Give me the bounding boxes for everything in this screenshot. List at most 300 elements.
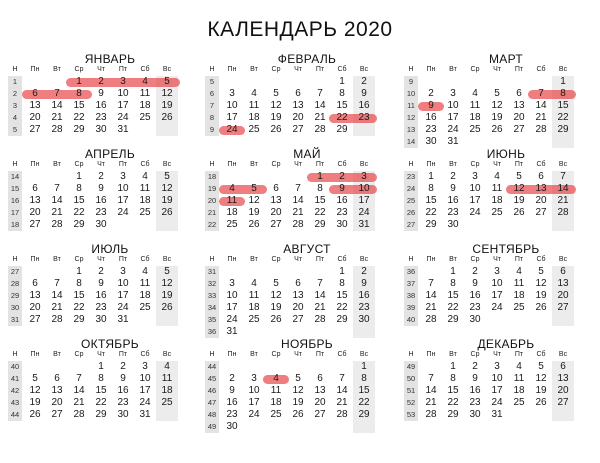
day-cell: 20 bbox=[314, 397, 326, 408]
week-number: 5 bbox=[12, 125, 18, 134]
day-cell: 19 bbox=[513, 195, 525, 206]
day-cell: 21 bbox=[314, 302, 326, 313]
day-cell: 7 bbox=[339, 373, 345, 384]
day-cell: 3 bbox=[251, 373, 257, 384]
day-cell: 1 bbox=[317, 171, 323, 182]
day-cell: 19 bbox=[535, 290, 547, 301]
day-cell: 26 bbox=[513, 207, 525, 218]
week-number: 33 bbox=[207, 291, 217, 300]
day-cell: 18 bbox=[248, 302, 260, 313]
day-cell: 28 bbox=[73, 409, 85, 420]
day-cell: 11 bbox=[248, 290, 260, 301]
day-cell: 1 bbox=[339, 266, 345, 277]
day-cell: 3 bbox=[494, 361, 500, 372]
weekday-header: Вт bbox=[250, 256, 258, 263]
day-cell: 29 bbox=[557, 124, 569, 135]
day-cell: 8 bbox=[76, 88, 82, 99]
day-cell: 16 bbox=[358, 290, 370, 301]
day-cell: 20 bbox=[29, 207, 41, 218]
week-number: 36 bbox=[207, 327, 217, 336]
weekday-header: Н bbox=[209, 66, 215, 73]
day-cell: 2 bbox=[361, 76, 367, 87]
day-cell: 24 bbox=[491, 397, 503, 408]
day-cell: 24 bbox=[447, 124, 459, 135]
day-cell: 16 bbox=[95, 290, 107, 301]
day-cell: 3 bbox=[120, 171, 126, 182]
day-cell: 28 bbox=[425, 409, 437, 420]
day-cell: 1 bbox=[450, 361, 456, 372]
day-cell: 18 bbox=[248, 112, 260, 123]
weekday-header: Пт bbox=[118, 256, 128, 263]
day-cell: 12 bbox=[161, 278, 173, 289]
day-cell: 17 bbox=[226, 112, 238, 123]
day-cell: 16 bbox=[336, 195, 348, 206]
week-number: 21 bbox=[207, 208, 217, 217]
day-cell: 27 bbox=[513, 124, 525, 135]
weekday-header: Ср bbox=[271, 256, 281, 263]
day-cell: 8 bbox=[361, 373, 367, 384]
week-number: 2 bbox=[12, 89, 18, 98]
day-cell: 2 bbox=[450, 171, 456, 182]
day-cell: 13 bbox=[51, 385, 63, 396]
day-cell: 31 bbox=[358, 219, 370, 230]
day-cell: 28 bbox=[51, 219, 63, 230]
day-cell: 28 bbox=[314, 124, 326, 135]
day-cell: 4 bbox=[229, 183, 235, 194]
week-number: 29 bbox=[10, 291, 20, 300]
day-cell: 11 bbox=[161, 373, 173, 384]
week-number: 24 bbox=[406, 184, 416, 193]
day-cell: 27 bbox=[557, 397, 569, 408]
day-cell: 14 bbox=[314, 290, 326, 301]
week-number: 23 bbox=[406, 172, 416, 181]
weekday-header: Вт bbox=[449, 351, 457, 358]
day-cell: 29 bbox=[336, 314, 348, 325]
day-cell: 4 bbox=[164, 361, 170, 372]
day-cell: 26 bbox=[248, 219, 260, 230]
day-cell: 28 bbox=[292, 219, 304, 230]
day-cell: 4 bbox=[251, 88, 257, 99]
month-name: ФЕВРАЛЬ bbox=[277, 52, 337, 66]
day-cell: 8 bbox=[317, 183, 323, 194]
day-cell: 9 bbox=[98, 88, 104, 99]
weekday-header: Вт bbox=[449, 161, 457, 168]
week-number: 7 bbox=[209, 101, 215, 110]
day-cell: 15 bbox=[447, 385, 459, 396]
month-name: НОЯБРЬ bbox=[281, 337, 333, 351]
day-cell: 29 bbox=[95, 409, 107, 420]
weekday-header: Вс bbox=[359, 66, 369, 73]
weekday-header: Сб bbox=[536, 66, 546, 73]
day-cell: 19 bbox=[292, 397, 304, 408]
day-cell: 18 bbox=[469, 112, 481, 123]
day-cell: 23 bbox=[226, 409, 238, 420]
day-cell: 29 bbox=[314, 219, 326, 230]
day-cell: 26 bbox=[270, 314, 282, 325]
day-cell: 5 bbox=[164, 266, 170, 277]
weekday-header: Вс bbox=[558, 256, 568, 263]
day-cell: 5 bbox=[494, 88, 500, 99]
day-cell: 6 bbox=[54, 373, 60, 384]
day-cell: 5 bbox=[538, 266, 544, 277]
day-cell: 8 bbox=[450, 278, 456, 289]
month-name: ИЮЛЬ bbox=[91, 242, 129, 256]
day-cell: 23 bbox=[95, 207, 107, 218]
day-cell: 22 bbox=[447, 302, 459, 313]
day-cell: 30 bbox=[117, 409, 129, 420]
day-cell: 3 bbox=[120, 266, 126, 277]
day-cell: 2 bbox=[472, 361, 478, 372]
day-cell: 6 bbox=[32, 278, 38, 289]
day-cell: 7 bbox=[428, 373, 434, 384]
day-cell: 2 bbox=[98, 171, 104, 182]
day-cell: 10 bbox=[491, 373, 503, 384]
week-number: 14 bbox=[10, 172, 20, 181]
day-cell: 6 bbox=[32, 183, 38, 194]
day-cell: 30 bbox=[336, 219, 348, 230]
weekday-header: Чт bbox=[294, 351, 302, 358]
week-number: 49 bbox=[406, 362, 416, 371]
day-cell: 15 bbox=[557, 100, 569, 111]
day-cell: 1 bbox=[560, 76, 566, 87]
day-cell: 5 bbox=[251, 183, 257, 194]
week-number: 31 bbox=[207, 267, 217, 276]
day-cell: 28 bbox=[425, 314, 437, 325]
weekday-header: Чт bbox=[493, 66, 501, 73]
weekday-header: Вт bbox=[53, 66, 61, 73]
week-number: 14 bbox=[406, 137, 416, 146]
day-cell: 28 bbox=[314, 314, 326, 325]
weekday-header: Вт bbox=[53, 256, 61, 263]
weekday-header: Пн bbox=[30, 161, 40, 168]
day-cell: 31 bbox=[491, 409, 503, 420]
day-cell: 21 bbox=[51, 112, 63, 123]
weekday-header: Вт bbox=[449, 256, 457, 263]
weekday-header: Н bbox=[408, 66, 414, 73]
day-cell: 24 bbox=[117, 207, 129, 218]
day-cell: 26 bbox=[29, 409, 41, 420]
month-name: АВГУСТ bbox=[283, 242, 331, 256]
day-cell: 13 bbox=[513, 100, 525, 111]
day-cell: 26 bbox=[161, 112, 173, 123]
weekday-header: Пт bbox=[514, 66, 524, 73]
day-cell: 4 bbox=[516, 361, 522, 372]
day-cell: 23 bbox=[95, 302, 107, 313]
week-number: 40 bbox=[406, 315, 416, 324]
day-cell: 11 bbox=[139, 88, 151, 99]
day-cell: 12 bbox=[270, 100, 282, 111]
week-number: 40 bbox=[10, 362, 20, 371]
weekday-header: Вс bbox=[162, 256, 172, 263]
day-cell: 19 bbox=[161, 100, 173, 111]
day-cell: 26 bbox=[292, 409, 304, 420]
day-cell: 11 bbox=[226, 195, 238, 206]
week-number: 16 bbox=[10, 196, 20, 205]
weekday-header: Сб bbox=[140, 66, 150, 73]
day-cell: 27 bbox=[292, 124, 304, 135]
week-number: 26 bbox=[406, 208, 416, 217]
day-cell: 8 bbox=[428, 183, 434, 194]
day-cell: 17 bbox=[139, 385, 151, 396]
weekday-header: Сб bbox=[337, 161, 347, 168]
week-number: 18 bbox=[207, 172, 217, 181]
day-cell: 23 bbox=[469, 302, 481, 313]
weekday-header: Пн bbox=[30, 66, 40, 73]
weekday-header: Пт bbox=[315, 256, 325, 263]
day-cell: 15 bbox=[95, 385, 107, 396]
weekday-header: Вс bbox=[162, 66, 172, 73]
weekday-header: Ср bbox=[74, 161, 84, 168]
week-number: 10 bbox=[406, 89, 416, 98]
day-cell: 13 bbox=[535, 183, 547, 194]
day-cell: 7 bbox=[538, 88, 544, 99]
day-cell: 11 bbox=[513, 373, 525, 384]
week-number: 13 bbox=[406, 125, 416, 134]
weekday-header: Чт bbox=[294, 66, 302, 73]
day-cell: 15 bbox=[336, 100, 348, 111]
day-cell: 22 bbox=[95, 397, 107, 408]
weekday-header: Пн bbox=[30, 351, 40, 358]
day-cell: 29 bbox=[358, 409, 370, 420]
day-cell: 8 bbox=[98, 373, 104, 384]
weekday-header: Ср bbox=[271, 161, 281, 168]
day-cell: 30 bbox=[425, 136, 437, 147]
day-cell: 1 bbox=[450, 266, 456, 277]
day-cell: 14 bbox=[425, 290, 437, 301]
day-cell: 25 bbox=[161, 397, 173, 408]
weekday-header: Ср bbox=[470, 161, 480, 168]
day-cell: 6 bbox=[516, 88, 522, 99]
day-cell: 21 bbox=[51, 302, 63, 313]
day-cell: 19 bbox=[29, 397, 41, 408]
week-number: 42 bbox=[10, 386, 20, 395]
day-cell: 28 bbox=[557, 207, 569, 218]
weekday-header: Пн bbox=[227, 351, 237, 358]
week-number: 3 bbox=[12, 101, 18, 110]
day-cell: 29 bbox=[73, 219, 85, 230]
day-cell: 11 bbox=[270, 385, 282, 396]
day-cell: 24 bbox=[226, 124, 238, 135]
weekday-header: Чт bbox=[97, 256, 105, 263]
day-cell: 3 bbox=[494, 266, 500, 277]
week-number: 4 bbox=[12, 113, 18, 122]
weekday-header: Вс bbox=[359, 161, 369, 168]
day-cell: 25 bbox=[226, 219, 238, 230]
day-cell: 10 bbox=[248, 385, 260, 396]
day-cell: 8 bbox=[76, 183, 82, 194]
day-cell: 7 bbox=[317, 88, 323, 99]
day-cell: 11 bbox=[139, 183, 151, 194]
day-cell: 31 bbox=[226, 326, 238, 337]
weekday-header: Ср bbox=[470, 256, 480, 263]
day-cell: 13 bbox=[557, 373, 569, 384]
day-cell: 27 bbox=[51, 409, 63, 420]
week-number: 41 bbox=[10, 374, 20, 383]
day-cell: 24 bbox=[117, 112, 129, 123]
day-cell: 11 bbox=[469, 100, 481, 111]
day-cell: 8 bbox=[339, 88, 345, 99]
week-number: 51 bbox=[406, 386, 416, 395]
weekday-header: Н bbox=[209, 256, 215, 263]
day-cell: 23 bbox=[117, 397, 129, 408]
week-number: 18 bbox=[10, 220, 20, 229]
day-cell: 20 bbox=[51, 397, 63, 408]
day-cell: 30 bbox=[95, 219, 107, 230]
day-cell: 21 bbox=[73, 397, 85, 408]
day-cell: 10 bbox=[117, 183, 129, 194]
weekday-header: Пн bbox=[30, 256, 40, 263]
day-cell: 10 bbox=[358, 183, 370, 194]
day-cell: 7 bbox=[295, 183, 301, 194]
day-cell: 22 bbox=[314, 207, 326, 218]
day-cell: 28 bbox=[51, 314, 63, 325]
day-cell: 18 bbox=[139, 290, 151, 301]
day-cell: 19 bbox=[161, 195, 173, 206]
day-cell: 6 bbox=[32, 88, 38, 99]
day-cell: 17 bbox=[117, 100, 129, 111]
day-cell: 17 bbox=[226, 302, 238, 313]
day-cell: 26 bbox=[161, 302, 173, 313]
day-cell: 14 bbox=[535, 100, 547, 111]
week-number: 9 bbox=[408, 77, 414, 86]
day-cell: 26 bbox=[161, 207, 173, 218]
day-cell: 12 bbox=[513, 183, 525, 194]
day-cell: 18 bbox=[226, 207, 238, 218]
day-cell: 3 bbox=[142, 361, 148, 372]
weekday-header: Сб bbox=[536, 161, 546, 168]
day-cell: 16 bbox=[425, 112, 437, 123]
day-cell: 26 bbox=[535, 397, 547, 408]
week-number: 5 bbox=[209, 77, 215, 86]
day-cell: 17 bbox=[447, 112, 459, 123]
day-cell: 9 bbox=[428, 100, 434, 111]
month-name: АПРЕЛЬ bbox=[84, 147, 136, 161]
weekday-header: Ср bbox=[271, 351, 281, 358]
day-cell: 13 bbox=[29, 290, 41, 301]
day-cell: 29 bbox=[73, 124, 85, 135]
day-cell: 22 bbox=[557, 112, 569, 123]
weekday-header: Чт bbox=[97, 66, 105, 73]
week-number: 27 bbox=[406, 220, 416, 229]
week-number: 17 bbox=[10, 208, 20, 217]
week-number: 27 bbox=[10, 267, 20, 276]
weekday-header: Пт bbox=[315, 66, 325, 73]
day-cell: 10 bbox=[447, 100, 459, 111]
day-cell: 27 bbox=[292, 314, 304, 325]
week-number: 20 bbox=[207, 196, 217, 205]
weekday-header: Вт bbox=[250, 66, 258, 73]
weekday-header: Пн bbox=[426, 351, 436, 358]
weekday-header: Н bbox=[408, 161, 414, 168]
day-cell: 14 bbox=[51, 195, 63, 206]
day-cell: 12 bbox=[29, 385, 41, 396]
month-name: ИЮНЬ bbox=[486, 147, 526, 161]
month-name: ОКТЯБРЬ bbox=[81, 337, 139, 351]
day-cell: 15 bbox=[314, 195, 326, 206]
weekday-header: Ср bbox=[74, 256, 84, 263]
week-number: 25 bbox=[406, 196, 416, 205]
day-cell: 9 bbox=[472, 278, 478, 289]
day-cell: 17 bbox=[117, 290, 129, 301]
day-cell: 22 bbox=[73, 302, 85, 313]
day-cell: 21 bbox=[425, 302, 437, 313]
day-cell: 17 bbox=[358, 195, 370, 206]
day-cell: 30 bbox=[469, 409, 481, 420]
day-cell: 25 bbox=[248, 314, 260, 325]
day-cell: 14 bbox=[425, 385, 437, 396]
day-cell: 2 bbox=[120, 361, 126, 372]
day-cell: 25 bbox=[248, 124, 260, 135]
day-cell: 5 bbox=[273, 88, 279, 99]
day-cell: 15 bbox=[336, 290, 348, 301]
day-cell: 21 bbox=[336, 397, 348, 408]
weekday-header: Н bbox=[12, 256, 18, 263]
day-cell: 25 bbox=[513, 397, 525, 408]
weekday-header: Чт bbox=[97, 351, 105, 358]
day-cell: 5 bbox=[538, 361, 544, 372]
day-cell: 1 bbox=[339, 76, 345, 87]
day-cell: 29 bbox=[447, 409, 459, 420]
weekday-header: Н bbox=[408, 351, 414, 358]
weekday-header: Сб bbox=[337, 351, 347, 358]
weekday-header: Вс bbox=[162, 351, 172, 358]
day-cell: 9 bbox=[472, 373, 478, 384]
week-number: 9 bbox=[209, 125, 215, 134]
day-cell: 5 bbox=[32, 373, 38, 384]
day-cell: 12 bbox=[161, 183, 173, 194]
weekday-header: Пн bbox=[426, 66, 436, 73]
weekday-header: Н bbox=[209, 161, 215, 168]
week-number: 8 bbox=[209, 113, 215, 122]
day-cell: 12 bbox=[491, 100, 503, 111]
day-cell: 27 bbox=[29, 219, 41, 230]
day-cell: 4 bbox=[251, 278, 257, 289]
weekday-header: Пт bbox=[514, 161, 524, 168]
week-number: 37 bbox=[406, 279, 416, 288]
day-cell: 6 bbox=[538, 171, 544, 182]
weekday-header: Ср bbox=[74, 351, 84, 358]
day-cell: 9 bbox=[98, 278, 104, 289]
day-cell: 27 bbox=[29, 314, 41, 325]
weekday-header: Сб bbox=[140, 256, 150, 263]
week-number: 52 bbox=[406, 398, 416, 407]
weekday-header: Н bbox=[209, 351, 215, 358]
day-cell: 13 bbox=[314, 385, 326, 396]
day-cell: 21 bbox=[51, 207, 63, 218]
day-cell: 20 bbox=[557, 290, 569, 301]
week-number: 1 bbox=[12, 77, 18, 86]
day-cell: 14 bbox=[73, 385, 85, 396]
day-cell: 20 bbox=[535, 195, 547, 206]
weekday-header: Пт bbox=[118, 66, 128, 73]
day-cell: 1 bbox=[76, 171, 82, 182]
week-number: 36 bbox=[406, 267, 416, 276]
week-number: 44 bbox=[10, 410, 20, 419]
month-name: ЯНВАРЬ bbox=[84, 52, 136, 66]
day-cell: 24 bbox=[248, 409, 260, 420]
weekday-header: Ср bbox=[74, 66, 84, 73]
week-number: 45 bbox=[207, 374, 217, 383]
day-cell: 19 bbox=[161, 290, 173, 301]
day-cell: 5 bbox=[273, 278, 279, 289]
weekday-header: Вс bbox=[359, 351, 369, 358]
day-cell: 26 bbox=[491, 124, 503, 135]
day-cell: 10 bbox=[226, 100, 238, 111]
weekday-header: Чт bbox=[493, 256, 501, 263]
day-cell: 29 bbox=[447, 314, 459, 325]
day-cell: 24 bbox=[491, 302, 503, 313]
weekday-header: Пт bbox=[315, 161, 325, 168]
